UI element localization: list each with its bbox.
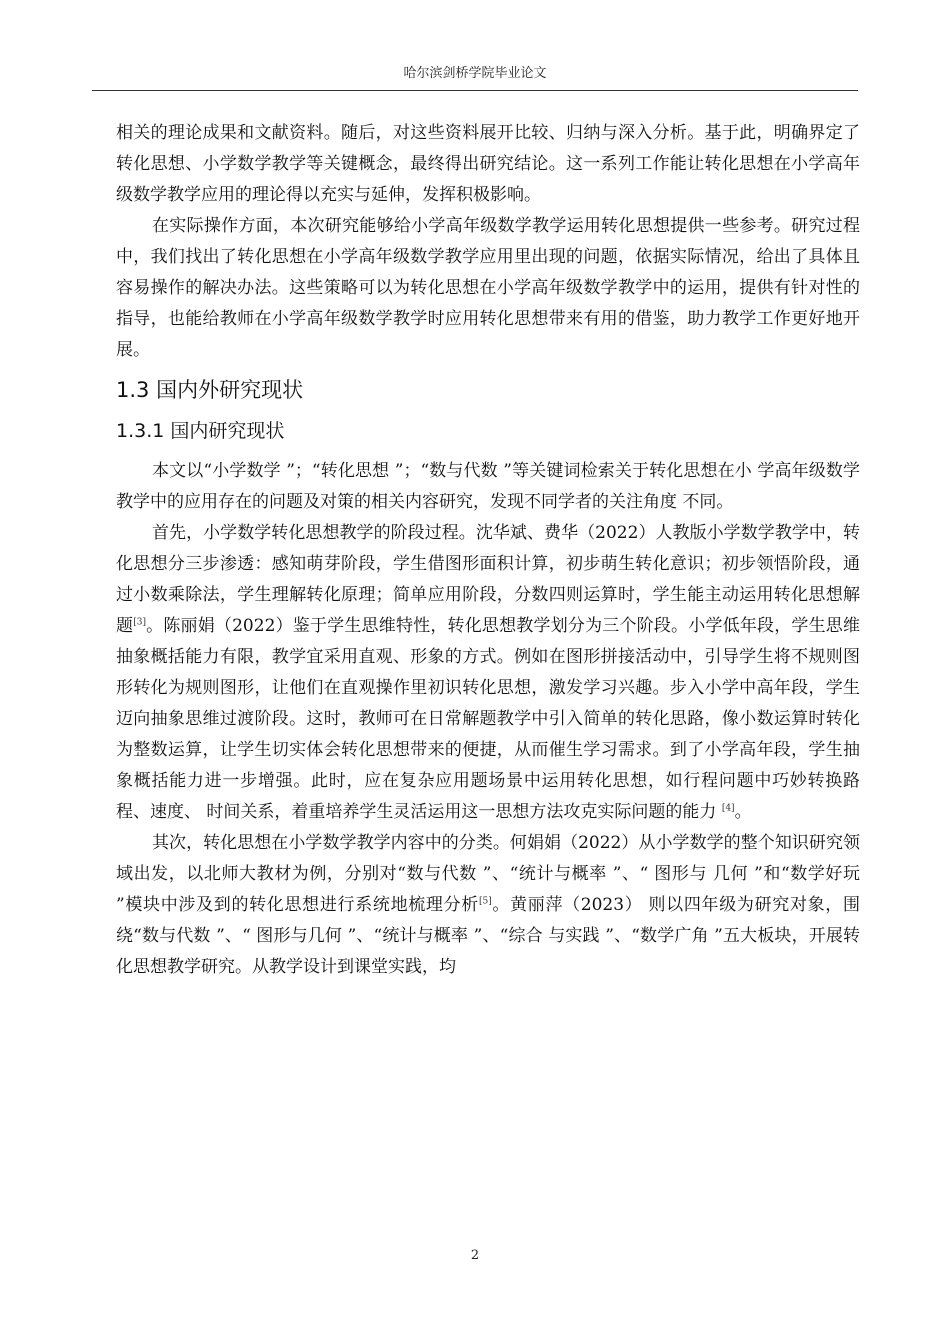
section-heading: 1.3 国内外研究现状 [116,378,304,402]
citation-5[interactable]: [5] [478,896,492,907]
page-body [116,118,860,983]
header-title: 哈尔滨剑桥学院毕业论文 [403,66,547,81]
page-header [92,64,858,91]
citation-4[interactable]: [4] [721,803,735,814]
paragraph-5 [116,828,860,983]
paragraph-1: 相关的理论成果和文献资料。随后，对这些资料展开比较、归纳与深入分析。基于此，明确界定了转化思想、小学数学教学等关键概念，最终得出研究结论。这一系列工作能让转化思想在小学高年级数学教学应用的理论得以充实与延伸，发挥积极影响。 [116,123,860,205]
paragraph-5-part-1: 其次，转化思想在小学数学教学内容中的分类。何娟娟（2022）从小学数学的整个知识研究领域出发，以北师大教材为例，分别对“数与代数 ”、“统计与概率 ”、“ 图形与 几何 ”和“数学好玩 ”模块中涉及到的转化思想进行系统地梳理分析 [116,833,860,915]
paragraph-4-part-1: 首先，小学数学转化思想教学的阶段过程。沈华斌、费华（2022）人教版小学数学教学中，转化思想分三步渗透：感知萌芽阶段，学生借图形面积计算，初步萌生转化意识；初步领悟阶段，通过小数乘除法，学生理解转化原理；简单应用阶段，分数四则运算时，学生能主动运用转化思想解题 [116,523,860,636]
paragraph-4-part-3: 。 [734,802,752,822]
paragraph-2: 在实际操作方面，本次研究能够给小学高年级数学教学运用转化思想提供一些参考。研究过程中，我们找出了转化思想在小学高年级数学教学应用里出现的问题，依据实际情况，给出了具体且容易操作的解决办法。这些策略可以为转化思想在小学高年级数学教学中的运用，提供有针对性的指导，也能给教师在小学高年级数学教学时应用转化思想带来有用的借鉴，助力教学工作更好地开展。 [116,216,860,360]
paragraph-3: 本文以“小学数学 ”；“转化思想 ”；“数与代数 ”等关键词检索关于转化思想在小 学高年级数学教学中的应用存在的问题及对策的相关内容研究，发现不同学者的关注角度 不同。 [116,461,860,512]
page-number: 2 [470,1248,480,1263]
paragraph-4 [116,518,860,828]
paragraph-5-part-2: 。黄丽萍（2023） 则以四年级为研究对象，围绕“数与代数 ”、“ 图形与几何 ”、“统计与概率 ”、“综合 与实践 ”、“数学广角 ”五大板块，开展转化思想教学研究。从教学设计到课堂实践，均 [116,895,860,977]
citation-3[interactable]: [3] [133,617,146,628]
paragraph-4-part-2: 。陈丽娟（2022）鉴于学生思维特性，转化思想教学划分为三个阶段。小学低年段，学生思维抽象概括能力有限，教学宜采用直观、形象的方式。例如在图形拼接活动中，引导学生将不规则图形转化为规则图形，让他们在直观操作里初识转化思想，激发学习兴趣。步入小学中高年段，学生迈向抽象思维过渡阶段。这时，教师可在日常解题教学中引入简单的转化思路，像小数运算时转化为整数运算，让学生切实体会转化思想带来的便捷，从而催生学习需求。到了小学高年段，学生抽象概括能力进一步增强。此时，应在复杂应用题场景中运用转化思想，如行程问题中巧妙转换路程、速度、 时间关系，着重培养学生灵活运用这一思想方法攻克实际问题的能力 [116,616,861,822]
subsection-heading: 1.3.1 国内研究现状 [116,420,285,442]
